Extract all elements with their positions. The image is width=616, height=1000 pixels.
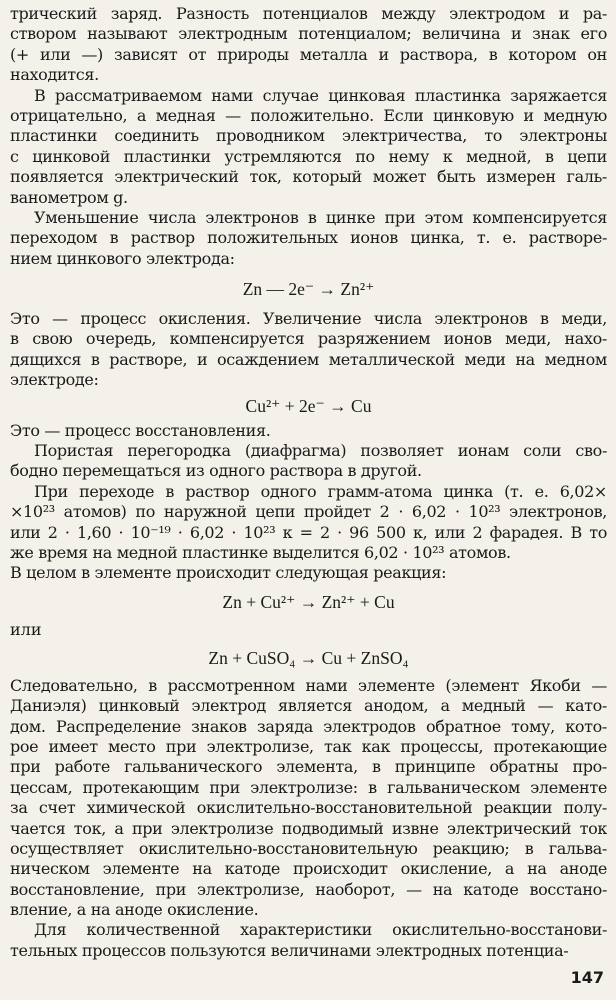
- or-word: или: [10, 619, 42, 639]
- text-line: В рассматриваемом нами случае цинковая пластинка заряжается: [34, 85, 607, 105]
- text-line: восстановление, при электролизе, наоборот, — на катоде восстано-: [10, 879, 607, 899]
- text-line: ×10²³ атомов) по наружной цепи пройдет 2 · 6,02 · 10²³ электронов,: [10, 502, 607, 522]
- text-line: ванометром g.: [10, 187, 128, 207]
- formula-copper-reduction: Cu²⁺ + 2e⁻ → Cu: [245, 395, 372, 416]
- text-line: электроде:: [10, 370, 99, 390]
- text-line: отрицательно, а медная — положительно. Если цинковую и медную: [10, 105, 607, 125]
- paragraph: [10, 441, 607, 482]
- text-line: рое имеет место при электролизе, так как процессы, протекающие: [10, 736, 607, 756]
- text-line: вление, а на аноде окисление.: [10, 900, 259, 920]
- text-line: или 2 · 1,60 · 10⁻¹⁹ · 6,02 · 10²³ к = 2 · 96 500 к, или 2 фарадея. В то: [10, 522, 607, 542]
- page-number: 147: [570, 968, 604, 987]
- text-line: трический заряд. Разность потенциалов между электродом и ра-: [10, 4, 607, 23]
- text-line: Это — процесс восстановления.: [10, 420, 271, 440]
- formula-molecular-reaction: Zn + CuSO₄ → Cu + ZnSO₄: [208, 647, 409, 668]
- text-line: с цинковой пластинки устремляются по нему к медной, в цепи: [10, 146, 607, 166]
- paragraph: [10, 309, 607, 391]
- paragraph: [10, 86, 607, 208]
- text-line: При переходе в раствор одного грамм-атома цинка (т. е. 6,02×: [34, 481, 607, 501]
- text-line: створом называют электродным потенциалом; величина и знак его: [10, 24, 607, 44]
- formula-ionic-reaction: Zn + Cu²⁺ → Zn²⁺ + Cu: [222, 591, 395, 612]
- text-line: (+ или —) зависят от природы металла и раствора, в котором он: [10, 44, 607, 64]
- text-line: дящихся в растворе, и осаждением металлической меди на медном: [10, 349, 607, 369]
- formula-zinc-oxidation: Zn — 2e⁻ → Zn²⁺: [242, 279, 375, 300]
- text-line: осуществляет окислительно-восстановительную реакцию; в гальва-: [10, 838, 607, 858]
- text-line: Уменьшение числа электронов в цинке при этом компенсируется: [34, 207, 607, 227]
- page-body: [10, 4, 607, 961]
- text-line: цессам, протекающим при электролизе: в гальваническом элементе: [10, 777, 607, 797]
- text-line: появляется электрический ток, который может быть измерен галь-: [10, 167, 607, 187]
- paragraph: [10, 920, 607, 961]
- text-line: нием цинкового электрода:: [10, 248, 235, 268]
- text-line: тельных процессов пользуются величинами электродных потенциа-: [10, 940, 569, 960]
- paragraph: [10, 482, 607, 564]
- text-line: пластинки соединить проводником электричества, то электроны: [10, 126, 607, 146]
- text-line: в свою очередь, компенсируется разряжением ионов меди, нахо-: [10, 329, 607, 349]
- text-line: переходом в раствор положительных ионов цинка, т. е. растворе-: [10, 228, 607, 248]
- paragraph: [10, 676, 607, 921]
- paragraph: [10, 4, 607, 86]
- text-line: чается ток, а при электролизе подводимый извне электрический ток: [10, 818, 607, 838]
- paragraph: [10, 208, 607, 269]
- paragraph: [10, 563, 607, 583]
- text-line: за счет химической окислительно-восстановительной реакции полу-: [10, 798, 607, 818]
- text-line: Для количественной характеристики окислительно-восстанови-: [34, 920, 607, 940]
- text-line: Следовательно, в рассмотренном нами элементе (элемент Якоби —: [10, 675, 607, 695]
- paragraph: [10, 421, 607, 441]
- text-line: Пористая перегородка (диафрагма) позволяет ионам соли сво-: [34, 441, 607, 461]
- text-line: при работе гальванического элемента, в принципе обратны про-: [10, 757, 607, 777]
- text-line: дом. Распределение знаков заряда электродов обратное тому, кото-: [10, 716, 607, 736]
- text-line: ническом элементе на катоде происходит окисление, а на аноде: [10, 859, 607, 879]
- text-line: находится.: [10, 65, 99, 85]
- text-line: В целом в элементе происходит следующая реакция:: [10, 563, 447, 583]
- text-line: же время на медной пластинке выделится 6,02 · 10²³ атомов.: [10, 542, 511, 562]
- text-line: бодно перемещаться из одного раствора в другой.: [10, 461, 422, 481]
- text-line: Это — процесс окисления. Увеличение числа электронов в меди,: [10, 309, 607, 329]
- text-line: Даниэля) цинковый электрод является анодом, а медный — като-: [10, 696, 607, 716]
